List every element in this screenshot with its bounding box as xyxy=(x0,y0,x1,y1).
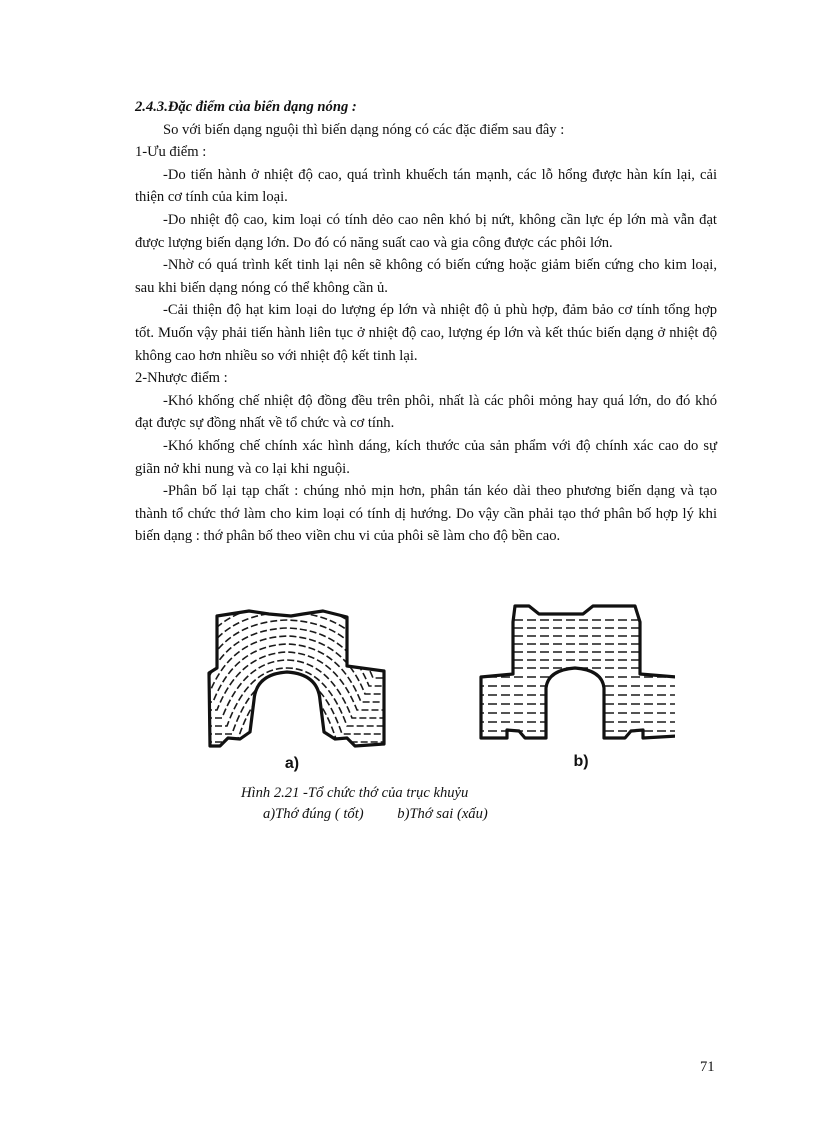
figure-label-b: b) xyxy=(573,753,589,770)
advantages-label: 1-Ưu điểm : xyxy=(135,144,207,161)
section-body xyxy=(135,96,717,548)
advantage-item: -Do nhiệt độ cao, kim loại có tính dẻo cao nên khó bị nứt, không cần lực ép lớn mà vẫn đạt được lượng biến dạng lớn. Do đó có năng suất cao và gia công được các phôi lớn. xyxy=(135,211,717,251)
disadvantage-item: -Khó khống chế nhiệt độ đồng đều trên phôi, nhất là các phôi mỏng hay quá lớn, do đó khó đạt được sự đồng nhất về tổ chức và cơ tính. xyxy=(135,392,717,432)
disadvantage-item: -Khó khống chế chính xác hình dáng, kích thước của sản phẩm với độ chính xác cao do sự giãn nở khi nung và co lại khi nguội. xyxy=(135,437,717,477)
page-number: 71 xyxy=(700,1059,715,1075)
advantage-item: -Cải thiện độ hạt kim loại do lượng ép lớn và nhiệt độ ủ phù hợp, đảm bảo cơ tính tổng hợp tốt. Muốn vậy phải tiến hành liên tục ở nhiệt độ cao, lượng ép lớn và kết thúc biến dạng ở nhiệt độ không cao hơn nhiều so với nhiệt độ kết tinh lại. xyxy=(135,302,717,364)
figure-caption-b: b)Thớ sai (xấu) xyxy=(397,806,488,822)
crankshaft-fiber-figure xyxy=(195,598,675,780)
advantage-item: -Nhờ có quá trình kết tinh lại nên sẽ không có biến cứng hoặc giảm biến cứng cho kim loại, sau khi biến dạng nóng có thể không cần ủ. xyxy=(135,257,717,296)
figure-caption-a: a)Thớ đúng ( tốt) xyxy=(263,806,364,822)
crankshaft-good-fiber-shape xyxy=(195,604,395,746)
disadvantage-item: -Phân bố lại tạp chất : chúng nhỏ mịn hơn, phân tán kéo dài theo phương biến dạng và tạo thành tổ chức thớ làm cho kim loại có tính dị hướng. Do vậy cần phải tạo thớ phân bố hợp lý khi biến dạng : thớ phân bố theo viền chu vi của phôi sẽ làm cho độ bền cao. xyxy=(135,483,717,545)
disadvantages-label: 2-Nhược điểm : xyxy=(135,370,228,387)
intro-paragraph: So với biến dạng nguội thì biến dạng nóng có các đặc điểm sau đây : xyxy=(163,121,565,138)
figure-label-a: a) xyxy=(284,755,300,772)
figure-caption-title: Hình 2.21 -Tổ chức thớ của trục khuỷu xyxy=(241,785,469,801)
advantage-item: -Do tiến hành ở nhiệt độ cao, quá trình khuếch tán mạnh, các lỗ hổng được hàn kín lại, cải thiện cơ tính của kim loại. xyxy=(135,166,717,206)
section-heading: 2.4.3.Đặc điểm của biến dạng nóng : xyxy=(135,99,357,115)
crankshaft-bad-fiber-shape xyxy=(475,606,675,738)
figure-caption-sub xyxy=(263,806,488,823)
